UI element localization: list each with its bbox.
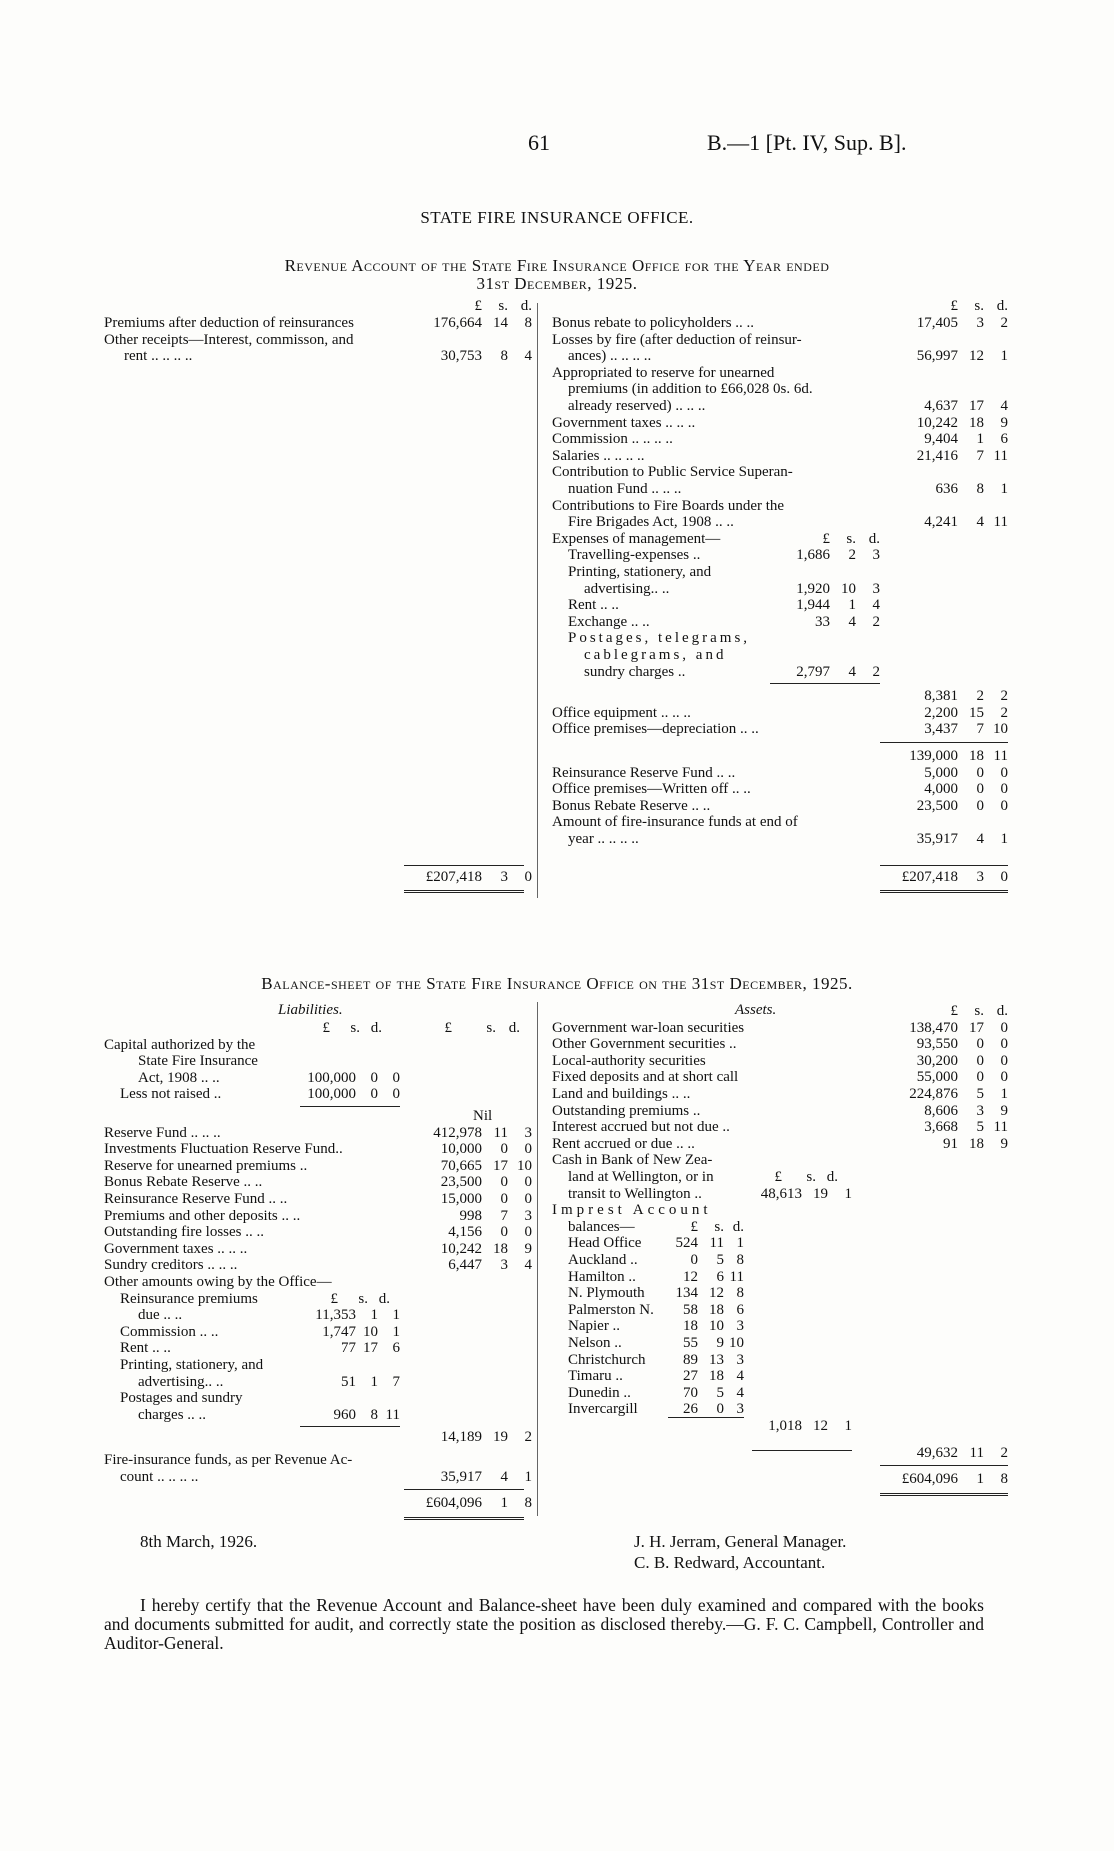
branch-name: N. Plymouth [568,1285,645,1302]
liability-amount: 10,242 18 9 [440,1240,532,1257]
revenue-subtotal-rule [880,742,1008,743]
liability-amount: 4,156 0 0 [448,1224,532,1241]
capital-rule [300,1106,400,1107]
liability-line: Sundry creditors .. .. .. [104,1257,238,1274]
branch-name: Timaru .. [568,1368,623,1385]
branch-amount: 55 9 10 [683,1335,744,1351]
revenue-payment-amount: 10,242 18 9 [916,414,1008,431]
cash-currency-header: £ s. d. [774,1169,838,1185]
revenue-payment-line: nuation Fund .. .. .. [568,481,682,497]
page-number: 61 [528,130,550,155]
branch-name: Dunedin .. [568,1384,631,1401]
expense-amount: 33 4 2 [815,613,880,630]
liability-amount: 70,665 17 10 [440,1157,532,1174]
liability-line: Outstanding fire losses .. .. [104,1224,264,1241]
owing-line: Postages and sundry [120,1390,243,1407]
revenue-payment-amount: 56,997 12 1 [916,348,1008,365]
revenue-payment-amount: 4,241 4 11 [924,514,1008,531]
owing-line: charges .. .. [138,1406,207,1423]
liability-amount: 998 7 3 [459,1207,532,1224]
revenue-payment-line: Office equipment .. .. .. [552,704,691,721]
revenue-payment-line: Fire Brigades Act, 1908 .. .. [568,514,734,531]
branch-amount: 26 0 3 [683,1401,744,1418]
branch-amount: 12 6 11 [683,1268,744,1285]
liability-line: Government taxes .. .. .. [104,1240,248,1257]
asset-line: Government war-loan securities [552,1019,745,1036]
liability-amount: 15,000 0 0 [440,1191,532,1207]
owing-amount: 77 17 6 [341,1340,400,1357]
branch-name: Palmerston N. [568,1301,654,1318]
asset-amount: 138,470 17 0 [909,1019,1008,1036]
revenue-payment-line: Office premises—Written off .. .. [552,781,751,798]
cash-line: Cash in Bank of New Zea- [552,1152,713,1169]
revenue-payment-line: Bonus Rebate Reserve .. .. [552,797,711,814]
expense-amount: 1,944 1 4 [796,597,880,614]
asset-amount: 3,668 5 11 [924,1119,1008,1136]
branch-amount: 524 11 1 [675,1235,744,1252]
revenue-payment-line: Bonus rebate to policyholders .. .. [552,315,755,331]
revenue-payment-line: Commission .. .. .. .. [552,431,673,448]
revenue-payment-line: Office premises—depreciation .. .. [552,721,759,738]
revenue-right-double-rule [880,890,1008,893]
revenue-divider [537,303,538,898]
assets-heading: Assets. [735,1002,777,1018]
revenue-receipt-amount: 176,664 14 8 [433,315,532,331]
liability-line: Investments Fluctuation Reserve Fund.. [104,1141,343,1158]
branch-amount: 134 12 8 [675,1285,744,1302]
owing-line: advertising.. .. [138,1373,224,1390]
expense-line: Exchange .. .. [568,613,650,630]
expenses-total: 8,381 2 2 [924,688,1008,705]
imprest-line: balances— [568,1218,635,1235]
imprest-currency-header: £ s. d. [690,1218,744,1235]
expense-line: Travelling-expenses .. [568,547,701,564]
liabilities-inner-currency-header: £ s. d. [322,1020,382,1036]
liabilities-currency-header: £ s. d. [444,1020,520,1036]
revenue-payment-line: Government taxes .. .. .. [552,414,696,431]
branch-name: Christchurch [568,1351,646,1368]
branch-name: Head Office [568,1235,642,1252]
owing-line: Printing, stationery, and [120,1357,264,1373]
imprest-heading: Imprest Account [552,1202,712,1219]
revenue-payment-line: Contribution to Public Service Superan- [552,464,793,481]
branch-name: Napier .. [568,1318,621,1335]
expense-amount: 1,686 2 3 [796,547,880,564]
capital-line: Less not raised .. [120,1086,222,1103]
revenue-right-total-rule [880,865,1008,866]
asset-line: Outstanding premiums .. [552,1102,701,1119]
office-title: STATE FIRE INSURANCE OFFICE. [420,208,694,227]
revenue-payment-amount: 23,500 0 0 [916,797,1008,814]
owing-line: Rent .. .. [120,1340,171,1357]
revenue-payment-amount: 3,437 7 10 [924,721,1008,738]
branch-name: Nelson .. [568,1335,622,1351]
revenue-left-total-rule [404,865,524,866]
liability-line: Reserve for unearned premiums .. [104,1157,308,1174]
branch-name: Hamilton .. [568,1268,636,1285]
cash-amount: 48,613 19 1 [760,1185,852,1202]
asset-line: Rent accrued or due .. .. [552,1135,695,1152]
branch-amount: 89 13 3 [683,1351,744,1368]
liability-line: Reserve Fund .. .. .. [104,1124,221,1141]
signature-general-manager: J. H. Jerram, General Manager. [634,1532,847,1551]
revenue-payment-line: year .. .. .. .. [568,831,639,847]
owing-heading: Other amounts owing by the Office— [104,1274,332,1290]
expense-line: Postages, telegrams, [568,630,751,647]
asset-amount: 30,200 0 0 [916,1052,1008,1069]
capital-line: State Fire Insurance [138,1053,258,1070]
revenue-payment-amount: 35,917 4 1 [916,831,1008,847]
liability-amount: 6,447 3 4 [448,1257,532,1274]
assets-currency-header: £ s. d. [950,1003,1008,1019]
revenue-payment-amount: 636 8 1 [935,481,1008,497]
assets-double-rule [880,1493,1008,1496]
revenue-title-line1: Revenue Account of the State Fire Insurance Office for the Year ended [284,256,830,275]
expense-line: advertising.. .. [584,580,670,597]
revenue-receipt-line: Other receipts—Interest, commisson, and [104,331,354,348]
cash-total: 49,632 11 2 [916,1444,1008,1461]
imprest-total: 1,018 12 1 [768,1418,852,1434]
revenue-receipt-line: rent .. .. .. .. [124,348,193,365]
capital-nil: Nil [473,1108,493,1124]
liabilities-total-rule [404,1489,524,1490]
branch-amount: 27 18 4 [683,1368,744,1385]
owing-amount: 51 1 7 [341,1373,400,1390]
funds-line: Fire-insurance funds, as per Revenue Ac- [104,1452,353,1468]
revenue-right-total: £207,418 3 0 [901,869,1008,885]
revenue-payment-line: Losses by fire (after deduction of reinsur- [552,331,802,348]
expense-amount: 1,920 10 3 [796,580,880,597]
capital-line: Capital authorized by the [104,1036,256,1053]
cash-rule [752,1450,852,1451]
assets-total: £604,096 1 8 [901,1471,1008,1488]
asset-amount: 8,606 3 9 [924,1102,1008,1119]
branch-name: Invercargill [568,1401,638,1418]
liabilities-heading: Liabilities. [278,1002,343,1018]
revenue-payment-amount: 2,200 15 2 [924,704,1008,721]
asset-amount: 55,000 0 0 [916,1069,1008,1086]
asset-amount: 93,550 0 0 [916,1036,1008,1053]
liability-line: Reinsurance Reserve Fund .. .. [104,1191,288,1207]
asset-line: Interest accrued but not due .. [552,1119,730,1136]
owing-currency-header: £ s. d. [330,1290,390,1307]
owing-rule [300,1426,400,1427]
branch-amount: 0 5 8 [690,1252,744,1268]
owing-total: 14,189 19 2 [440,1429,532,1446]
branch-name: Auckland .. [568,1252,638,1268]
liabilities-total: £604,096 1 8 [425,1495,532,1512]
revenue-payment-amount: 9,404 1 6 [924,431,1008,448]
revenue-receipt-line: Premiums after deduction of reinsurances [104,315,354,331]
cash-line: transit to Wellington .. [568,1185,702,1202]
revenue-payment-amount: 21,416 7 11 [916,447,1008,464]
owing-amount: 1,747 10 1 [322,1323,400,1340]
auditor-certification: I hereby certify that the Revenue Account and Balance-sheet have been duly examined and compared with the books and documents submitted for audit, and correctly state the position as disclosed thereby.—G. F. C. Campbell, Controller and Auditor-General. [104,1595,984,1653]
revenue-receipt-amount: 30,753 8 4 [440,348,532,365]
revenue-payment-line: Salaries .. .. .. .. [552,447,645,464]
funds-amount: 35,917 4 1 [440,1468,532,1485]
expense-line: Rent .. .. [568,597,619,614]
revenue-payment-amount: 5,000 0 0 [924,764,1008,781]
balance-divider [537,1002,538,1516]
expenses-currency-header: £ s. d. [822,530,880,547]
revenue-payment-line: Appropriated to reserve for unearned [552,364,775,381]
owing-amount: 960 8 11 [333,1406,400,1423]
funds-line: count .. .. .. .. [120,1468,199,1485]
liability-amount: 412,978 11 3 [433,1124,532,1141]
cash-line: land at Wellington, or in [568,1169,714,1185]
revenue-payment-amount: 17,405 3 2 [916,315,1008,331]
revenue-payment-line: Contributions to Fire Boards under the [552,497,785,514]
revenue-payment-line: already reserved) .. .. .. [568,398,706,414]
owing-line: Commission .. .. [120,1323,219,1340]
expense-line: sundry charges .. [584,663,686,680]
owing-line: due .. .. [138,1307,183,1324]
asset-amount: 91 18 9 [943,1135,1008,1152]
revenue-title-line2: 31st December, 1925. [476,274,638,293]
revenue-left-currency-header: £ s. d. [474,298,532,314]
capital-line: Act, 1908 .. .. [138,1069,220,1086]
owing-amount: 11,353 1 1 [315,1307,400,1324]
liabilities-double-rule [404,1517,524,1520]
revenue-right-currency-header: £ s. d. [950,298,1008,314]
date-line: 8th March, 1926. [140,1532,258,1551]
revenue-payment-line: premiums (in addition to £66,028 0s. 6d. [568,381,813,398]
revenue-payment-line: ances) .. .. .. .. [568,348,652,365]
imprest-rule [668,1417,744,1418]
expense-line: cablegrams, and [584,647,727,663]
revenue-payment-amount: 4,000 0 0 [924,781,1008,798]
revenue-subtotal: 139,000 18 11 [909,748,1008,764]
asset-amount: 224,876 5 1 [909,1086,1008,1102]
expense-amount: 2,797 4 2 [796,663,880,680]
branch-amount: 70 5 4 [683,1384,744,1401]
capital-not-raised-amount: 100,000 0 0 [307,1086,400,1103]
liability-amount: 10,000 0 0 [440,1141,532,1158]
asset-line: Local-authority securities [552,1052,706,1069]
capital-authorized-amount: 100,000 0 0 [307,1069,400,1086]
balance-title: Balance-sheet of the State Fire Insurance Office on the 31st December, 1925. [261,974,853,993]
revenue-payment-line: Reinsurance Reserve Fund .. .. [552,764,736,781]
expenses-heading: Expenses of management— [552,530,721,547]
assets-total-rule [880,1465,1008,1466]
revenue-payment-line: Amount of fire-insurance funds at end of [552,814,798,831]
owing-line: Reinsurance premiums [120,1290,258,1307]
liability-amount: 23,500 0 0 [440,1174,532,1191]
expenses-subtotal-rule [770,683,880,684]
branch-amount: 18 10 3 [683,1318,744,1335]
revenue-left-double-rule [404,890,524,893]
liability-line: Bonus Rebate Reserve .. .. [104,1174,263,1191]
signature-accountant: C. B. Redward, Accountant. [634,1553,826,1572]
asset-line: Other Government securities .. [552,1036,737,1053]
expense-line: Printing, stationery, and [568,564,712,580]
revenue-left-total: £207,418 3 0 [425,869,532,885]
liability-line: Premiums and other deposits .. .. [104,1207,301,1224]
asset-line: Fixed deposits and at short call [552,1069,739,1086]
document-reference: B.—1 [Pt. IV, Sup. B]. [707,130,907,155]
revenue-payment-amount: 4,637 17 4 [924,398,1008,414]
asset-line: Land and buildings .. .. [552,1086,691,1102]
branch-amount: 58 18 6 [683,1301,744,1318]
